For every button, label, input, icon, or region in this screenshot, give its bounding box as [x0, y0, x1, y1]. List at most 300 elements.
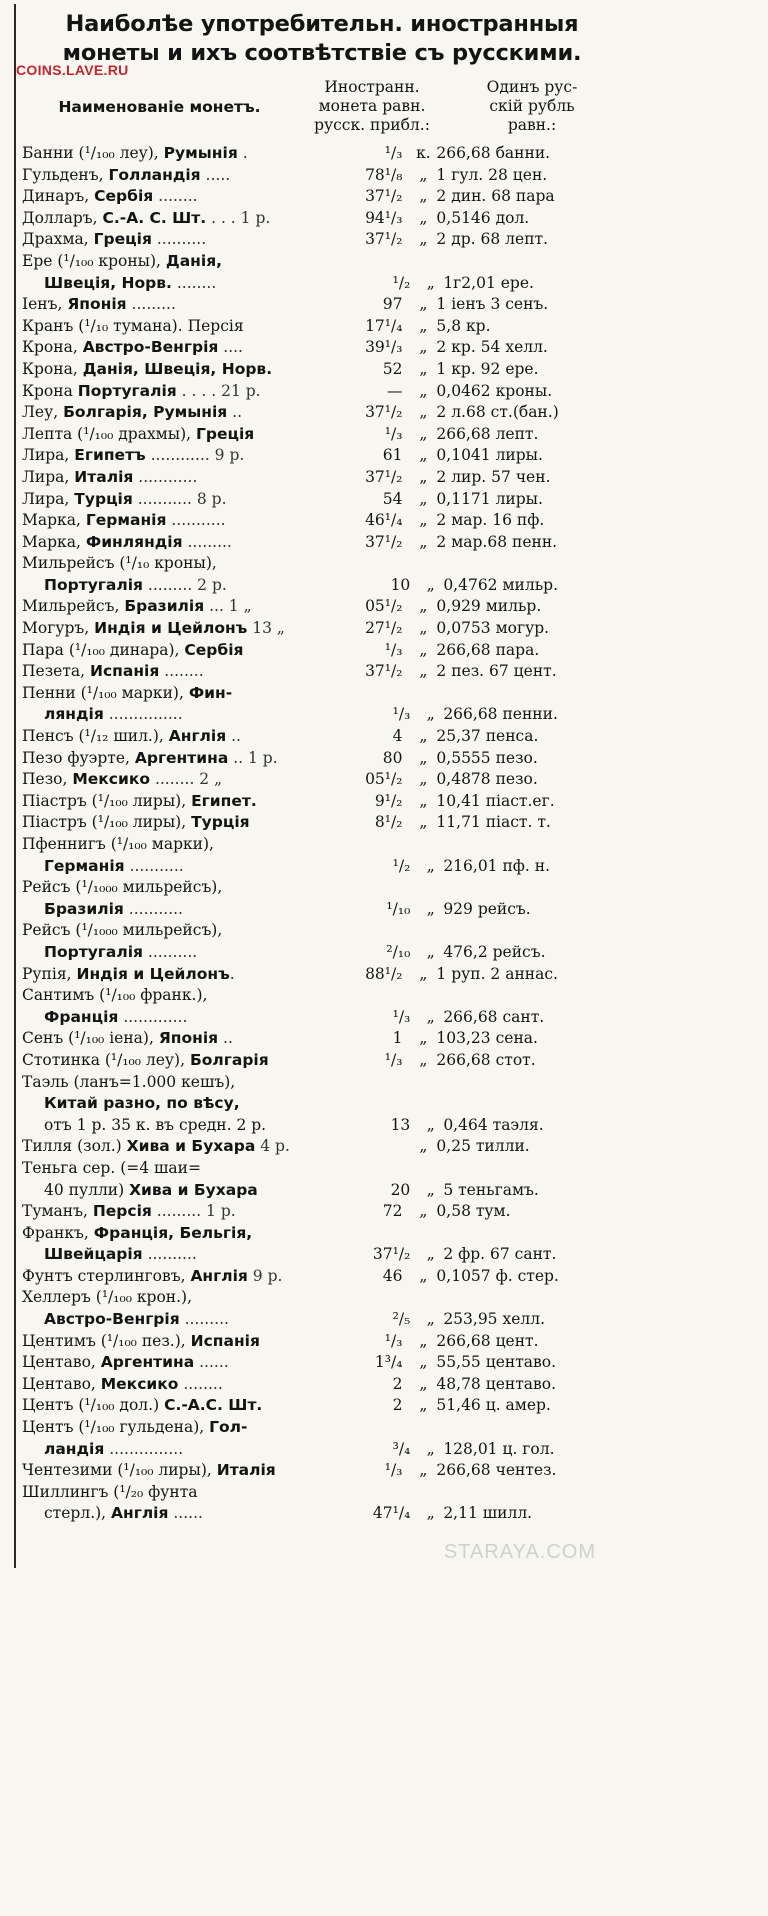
rouble-equivalent: 1г2,01 ере. — [443, 273, 534, 292]
rate-cell: 54 — [382, 489, 403, 508]
coin-name: Марка, — [22, 511, 86, 530]
rouble-equivalent: 929 рейсъ. — [443, 899, 531, 918]
coin-name-cell — [22, 1007, 366, 1029]
rate-cell — [356, 683, 410, 705]
coin-name: Пезо фуэрте, — [22, 748, 135, 767]
table-row — [22, 381, 622, 403]
coin-country: Швеція, Норв. — [44, 273, 172, 292]
ditto-mark: „ — [419, 619, 428, 638]
ditto-mark: „ — [419, 467, 428, 486]
rate-cell — [356, 877, 410, 899]
rouble-equivalent — [436, 1287, 622, 1309]
table-row — [22, 1482, 622, 1504]
table-row — [22, 294, 622, 316]
ditto-mark: „ — [419, 1396, 428, 1415]
rouble-equivalent: 2 дин. 68 пара — [436, 187, 555, 206]
rate-cell: 4 — [392, 727, 403, 746]
rouble-equivalent: 0,58 тум. — [436, 1202, 511, 1221]
ditto-mark: „ — [419, 1331, 428, 1350]
coin-country: С.-А.С. Шт. — [164, 1396, 263, 1415]
table-row — [22, 510, 622, 532]
table-row — [22, 1374, 622, 1396]
coin-country: Испанія — [90, 662, 160, 681]
rouble-equivalent: 25,37 пенса. — [436, 727, 539, 746]
rouble-equivalent — [436, 251, 622, 273]
rouble-equivalent: 0,5146 дол. — [436, 208, 530, 227]
leader-dots: ......... 2 р. — [142, 575, 227, 594]
table-row — [22, 1244, 622, 1266]
rate-cell: ¹/₃ — [384, 640, 403, 659]
rouble-equivalent: 0,1041 лиры. — [436, 446, 543, 465]
rate-cell — [356, 985, 410, 1007]
rouble-equivalent: 266,68 пенни. — [443, 705, 558, 724]
rouble-equivalent: 476,2 рейсъ. — [443, 942, 546, 961]
coin-name: Гульденъ, — [22, 165, 109, 184]
coin-name: Стотинка (¹/₁₀₀ леу), — [22, 1050, 190, 1069]
rate-cell: ²/₁₀ — [386, 942, 411, 961]
rate-cell: ¹/₃ — [384, 144, 403, 162]
ditto-mark: „ — [419, 1050, 428, 1069]
rate-cell: 37¹/₂ — [365, 403, 403, 422]
rate-cell: 1³/₄ — [374, 1353, 403, 1372]
ditto-mark: „ — [426, 942, 435, 961]
coin-country: Греція — [93, 230, 152, 249]
rouble-equivalent: 2 л.68 ст.(бан.) — [436, 403, 559, 422]
leader-dots: ......... — [182, 532, 232, 551]
rate-cell: 37¹/₂ — [365, 187, 403, 206]
coin-name: Франкъ, — [22, 1223, 94, 1242]
rate-cell: 88¹/₂ — [365, 964, 403, 983]
coin-name-cell — [22, 964, 356, 986]
coin-name-cell — [22, 1331, 356, 1353]
rate-cell: 2 — [392, 1396, 403, 1415]
table-row — [22, 618, 622, 640]
coin-country: Португалія — [77, 381, 177, 400]
coin-name: Долларъ, — [22, 208, 103, 227]
rate-cell: 05¹/₂ — [365, 770, 403, 789]
coin-name: 40 пулли) — [44, 1180, 130, 1199]
rouble-equivalent: 0,1171 лиры. — [436, 489, 543, 508]
ditto-mark: „ — [426, 1245, 435, 1264]
leader-dots: . — [237, 144, 248, 162]
coin-name-cell — [22, 1352, 356, 1374]
coin-name-cell — [22, 1180, 366, 1202]
rouble-equivalent: 1 гул. 28 цен. — [436, 165, 548, 184]
ditto-mark — [410, 1072, 436, 1094]
coin-country: Бразилія — [124, 597, 205, 616]
watermark-bottom: STARAYA.COM — [443, 1541, 596, 1563]
coin-country: Персія — [92, 1202, 152, 1221]
rouble-equivalent: 216,01 пф. н. — [443, 856, 551, 875]
ditto-mark: „ — [419, 316, 428, 335]
rate-cell — [356, 1417, 410, 1439]
coin-country: С.-А. С. Шт. — [102, 208, 207, 227]
coin-country: Египет. — [191, 791, 257, 810]
rate-cell — [356, 1136, 410, 1158]
ditto-mark — [410, 553, 436, 575]
ditto-mark: „ — [426, 856, 435, 875]
ditto-mark: „ — [419, 964, 428, 983]
rouble-equivalent: 2 фр. 67 сант. — [443, 1245, 557, 1264]
rouble-equivalent — [436, 1417, 622, 1439]
coin-name-cell — [22, 1482, 356, 1504]
table-row — [22, 575, 622, 597]
coin-name: Шиллингъ (¹/₂₀ фунта — [22, 1482, 198, 1501]
coin-name-cell — [22, 1460, 356, 1482]
coin-country: Хива и Бухара — [126, 1137, 256, 1156]
coin-name-cell — [22, 229, 356, 251]
leader-dots: ............... — [104, 1439, 184, 1458]
ditto-mark: „ — [419, 662, 428, 681]
coin-name: Центъ (¹/₁₀₀ дол.) — [22, 1396, 165, 1415]
leader-dots: ......... — [179, 1310, 229, 1329]
coin-name-cell — [22, 1439, 366, 1461]
coin-country: Франція — [44, 1007, 119, 1026]
coin-name: Крона, — [22, 359, 83, 378]
table-row — [22, 1352, 622, 1374]
rate-cell: 05¹/₂ — [365, 597, 403, 616]
ditto-mark: „ — [419, 813, 428, 832]
ditto-mark: „ — [419, 187, 428, 206]
coin-country: Англія — [168, 727, 227, 746]
coin-name: Пфеннигъ (¹/₁₀₀ марки), — [22, 835, 214, 853]
rate-cell: 10 — [390, 575, 411, 594]
table-row — [22, 1309, 622, 1331]
coin-country: Сербія — [94, 187, 154, 206]
leader-dots: . . . . 21 р. — [176, 381, 261, 400]
rate-cell: 97 — [382, 295, 403, 314]
rouble-equivalent: 253,95 хелл. — [443, 1310, 546, 1329]
rouble-equivalent: 5,8 кр. — [436, 316, 491, 335]
rouble-equivalent: 266,68 сант. — [443, 1007, 545, 1026]
coin-name-cell — [22, 1223, 356, 1245]
rate-cell: 37¹/₂ — [365, 662, 403, 681]
coin-name-cell — [22, 1136, 356, 1158]
coin-name-cell — [22, 856, 366, 878]
coin-country: ландія — [44, 1439, 105, 1458]
coin-name: Хеллеръ (¹/₁₀₀ крон.), — [22, 1288, 193, 1307]
coin-name-cell — [22, 791, 356, 813]
header-rouble-line: скій рубль — [489, 97, 575, 115]
ditto-mark: „ — [419, 770, 428, 789]
coin-name: отъ 1 р. 35 к. въ средн. 2 р. — [44, 1115, 267, 1134]
ditto-mark: „ — [419, 1266, 428, 1285]
rate-cell: 80 — [382, 748, 403, 767]
rouble-equivalent: 103,23 сена. — [436, 1029, 538, 1048]
ditto-mark: „ — [419, 1353, 428, 1372]
coin-name-cell — [22, 726, 356, 748]
coin-country: Индія и Цейлонъ — [94, 619, 248, 638]
rouble-equivalent: 2 кр. 54 хелл. — [436, 338, 548, 357]
leader-dots: ........... — [123, 899, 183, 918]
coin-name-cell — [22, 553, 356, 575]
coin-name: Пенсъ (¹/₁₂ шил.), — [22, 727, 169, 746]
ditto-mark — [410, 920, 436, 942]
coin-country: Фин- — [188, 683, 233, 702]
coin-name-cell — [22, 1266, 356, 1288]
table-row — [22, 143, 622, 165]
table-row — [22, 985, 622, 1007]
table-row — [22, 208, 622, 230]
ditto-mark: „ — [426, 1115, 435, 1134]
ditto-mark — [410, 1223, 436, 1245]
ditto-mark: „ — [419, 359, 428, 378]
coin-name-cell — [22, 1158, 356, 1180]
rouble-equivalent: 266,68 банни. — [436, 144, 551, 162]
coin-country: Китай разно, по вѣсу, — [44, 1094, 240, 1113]
table-row — [22, 1223, 622, 1245]
coin-name-cell — [22, 834, 356, 856]
ditto-mark — [410, 1417, 436, 1439]
coin-name: Лира, — [22, 489, 75, 508]
table-row — [22, 769, 622, 791]
table-row — [22, 791, 622, 813]
coin-name-cell — [22, 1093, 366, 1115]
ditto-mark: „ — [419, 230, 428, 249]
table-row — [22, 1331, 622, 1353]
title-line-2: монеты и ихъ соотвѣтствіе съ русскими. — [62, 40, 582, 66]
table-row — [22, 683, 622, 705]
leader-dots: ............. — [118, 1007, 188, 1026]
coin-name-cell — [22, 1244, 366, 1266]
table-row — [22, 1115, 622, 1137]
coin-name: Динаръ, — [22, 187, 95, 206]
rate-cell: 37¹/₂ — [365, 467, 403, 486]
coin-name: Таэль (ланъ=1.000 кешъ), — [22, 1072, 236, 1091]
rate-cell: 37¹/₂ — [365, 532, 403, 551]
table-row — [22, 920, 622, 942]
table-row — [22, 1201, 622, 1223]
table-row — [22, 1072, 622, 1094]
rate-cell: 9¹/₂ — [374, 791, 403, 810]
coin-country: Англія — [111, 1504, 169, 1523]
table-row — [22, 942, 622, 964]
coin-name-cell — [22, 575, 366, 597]
coin-country: Австро-Венгрія — [44, 1310, 180, 1329]
table-row — [22, 337, 622, 359]
coin-name-cell — [22, 294, 356, 316]
rouble-equivalent: 266,68 лепт. — [436, 424, 539, 443]
table-row — [22, 229, 622, 251]
rate-cell: — — [386, 381, 403, 400]
ditto-mark: „ — [419, 295, 428, 314]
rate-cell: 72 — [382, 1202, 403, 1221]
rate-cell: 37¹/₂ — [365, 230, 403, 249]
leader-dots: ......... — [126, 295, 176, 314]
coin-name-cell — [22, 165, 356, 187]
rate-cell: 27¹/₂ — [365, 619, 403, 638]
coin-name-cell — [22, 510, 356, 532]
table-row — [22, 402, 622, 424]
coin-name-cell — [22, 316, 356, 338]
coin-name-cell — [22, 769, 356, 791]
rate-cell — [366, 1093, 419, 1115]
coin-name-cell — [22, 1115, 366, 1137]
rate-cell: 46¹/₄ — [365, 511, 403, 530]
rouble-equivalent: 0,4762 мильр. — [443, 575, 558, 594]
rouble-equivalent — [436, 985, 622, 1007]
coin-name: Леу, — [22, 403, 64, 422]
coin-name: Пезета, — [22, 662, 90, 681]
rate-cell: 13 — [390, 1115, 411, 1134]
rouble-equivalent: 128,01 ц. гол. — [443, 1439, 555, 1458]
header-rouble — [447, 78, 617, 135]
table-row — [22, 812, 622, 834]
rouble-equivalent: 11,71 піаст. т. — [436, 813, 551, 832]
rate-cell: 78¹/₈ — [365, 165, 403, 184]
leader-dots: 9 р. — [247, 1266, 283, 1285]
leader-dots: .......... — [151, 230, 207, 249]
rouble-equivalent — [436, 1223, 622, 1245]
table-row — [22, 1007, 622, 1029]
table-row — [22, 596, 622, 618]
rate-cell: ¹/₁₀ — [386, 899, 411, 918]
coin-country: Турція — [191, 813, 250, 832]
coin-name-cell — [22, 467, 356, 489]
leader-dots: ...... — [194, 1353, 229, 1372]
leader-dots: .. — [218, 1029, 233, 1048]
leader-dots: .. — [226, 727, 241, 746]
table-row — [22, 877, 622, 899]
rate-cell: 61 — [382, 446, 403, 465]
rouble-equivalent — [436, 920, 622, 942]
coin-name-cell — [22, 877, 356, 899]
ditto-mark: „ — [426, 575, 435, 594]
leader-dots: ........ 2 „ — [150, 770, 223, 789]
coin-country: Англія — [190, 1266, 248, 1285]
table-row — [22, 532, 622, 554]
leader-dots: .. 1 р. — [228, 748, 278, 767]
rate-cell: ¹/₃ — [384, 1050, 403, 1069]
ditto-mark: „ — [419, 1137, 428, 1156]
coin-name-cell — [22, 942, 366, 964]
coin-country: Финляндія — [85, 532, 183, 551]
coin-country: Хива и Бухара — [129, 1180, 258, 1199]
leader-dots: .. — [227, 403, 243, 422]
coin-name: Лепта (¹/₁₀₀ драхмы), — [22, 424, 196, 443]
leader-dots: .......... — [142, 942, 198, 961]
ditto-mark: „ — [419, 338, 428, 357]
header-name: Наименованіе монетъ. — [58, 98, 261, 116]
coin-table — [22, 143, 622, 1525]
table-row — [22, 1093, 622, 1115]
coin-name-cell — [22, 920, 356, 942]
header-foreign-line: Иностранн. — [324, 78, 420, 96]
coin-country: Японія — [158, 1029, 219, 1048]
table-row — [22, 1050, 622, 1072]
coin-name-cell — [22, 359, 356, 381]
rate-cell — [356, 1158, 410, 1180]
table-row — [22, 445, 622, 467]
table-row — [22, 1503, 622, 1525]
coin-name: Мильрейсъ, — [22, 597, 125, 616]
coin-name: стерл.), — [44, 1504, 112, 1523]
coin-name-cell — [22, 640, 356, 662]
ditto-mark: „ — [419, 208, 428, 227]
coin-country: Индія и Цейлонъ — [76, 964, 230, 983]
table-row — [22, 704, 622, 726]
coin-name: Рупія, — [22, 964, 77, 983]
ditto-mark — [410, 834, 436, 856]
coin-name-cell — [22, 704, 366, 726]
coin-country: Болгарія — [189, 1050, 269, 1069]
leader-dots: ...... — [168, 1504, 203, 1523]
coin-name-cell — [22, 1201, 356, 1223]
coin-name-cell — [22, 1395, 356, 1417]
coin-name: Чентезими (¹/₁₀₀ лиры), — [22, 1461, 217, 1480]
leader-dots: ... 1 „ — [204, 597, 252, 616]
rouble-equivalent — [436, 683, 622, 705]
leader-dots: . . . 1 р. — [206, 208, 271, 227]
coin-name: Крона — [22, 381, 78, 400]
watermark: COINS.LAVE.RU — [16, 62, 129, 78]
rate-cell: 8¹/₂ — [374, 813, 403, 832]
rate-cell: 47¹/₄ — [372, 1504, 411, 1523]
coin-name: Сенъ (¹/₁₀₀ іена), — [22, 1029, 159, 1048]
rouble-equivalent: 55,55 центаво. — [436, 1353, 556, 1372]
table-row — [22, 964, 622, 986]
rate-cell: ¹/₃ — [392, 1007, 411, 1026]
rouble-equivalent: 2 пез. 67 цент. — [436, 662, 557, 681]
coin-name: Центимъ (¹/₁₀₀ пез.), — [22, 1331, 191, 1350]
leader-dots: ............ 9 р. — [145, 446, 245, 465]
coin-name: Пара (¹/₁₀₀ динара), — [22, 640, 185, 659]
rate-cell: ¹/₃ — [384, 424, 403, 443]
rouble-equivalent — [436, 1158, 622, 1180]
table-row — [22, 1460, 622, 1482]
ditto-mark: „ — [419, 1202, 428, 1221]
rate-cell — [356, 1287, 410, 1309]
ditto-mark — [410, 683, 436, 705]
leader-dots: ........ — [159, 662, 204, 681]
table-row — [22, 186, 622, 208]
coin-name-cell — [22, 445, 356, 467]
header-foreign-line: русск. прибл.: — [314, 116, 430, 134]
leader-dots: ............ — [133, 467, 198, 486]
rouble-equivalent — [436, 877, 622, 899]
coin-name-cell — [22, 337, 356, 359]
table-row — [22, 1266, 622, 1288]
table-row — [22, 726, 622, 748]
leader-dots: ........ — [171, 273, 217, 292]
ditto-mark: „ — [426, 1504, 435, 1523]
table-row — [22, 834, 622, 856]
ditto-mark: „ — [419, 381, 428, 400]
rouble-equivalent: 266,68 пара. — [436, 640, 540, 659]
rouble-equivalent: 0,5555 пезо. — [436, 748, 538, 767]
table-row — [22, 856, 622, 878]
coin-country: Турція — [74, 489, 133, 508]
coin-name: Могуръ, — [22, 619, 95, 638]
leader-dots: 13 „ — [247, 619, 285, 638]
coin-country: Испанія — [190, 1331, 260, 1350]
coin-name-cell — [22, 618, 356, 640]
rate-cell — [356, 1072, 410, 1094]
coin-country: Голландія — [108, 165, 201, 184]
ditto-mark: „ — [419, 791, 428, 810]
rate-cell: ²/₅ — [392, 1310, 411, 1329]
rouble-equivalent: 266,68 чентез. — [436, 1461, 557, 1480]
rate-cell: 37¹/₂ — [372, 1245, 411, 1264]
rouble-equivalent: 2 лир. 57 чен. — [436, 467, 551, 486]
rate-cell: ¹/₃ — [392, 705, 411, 724]
coin-country: Болгарія, Румынія — [63, 403, 228, 422]
ditto-mark: „ — [419, 1029, 428, 1048]
rouble-equivalent: 2 др. 68 лепт. — [436, 230, 549, 249]
ditto-mark: „ — [419, 1374, 428, 1393]
coin-name-cell — [22, 251, 356, 273]
coin-name-cell — [22, 208, 356, 230]
